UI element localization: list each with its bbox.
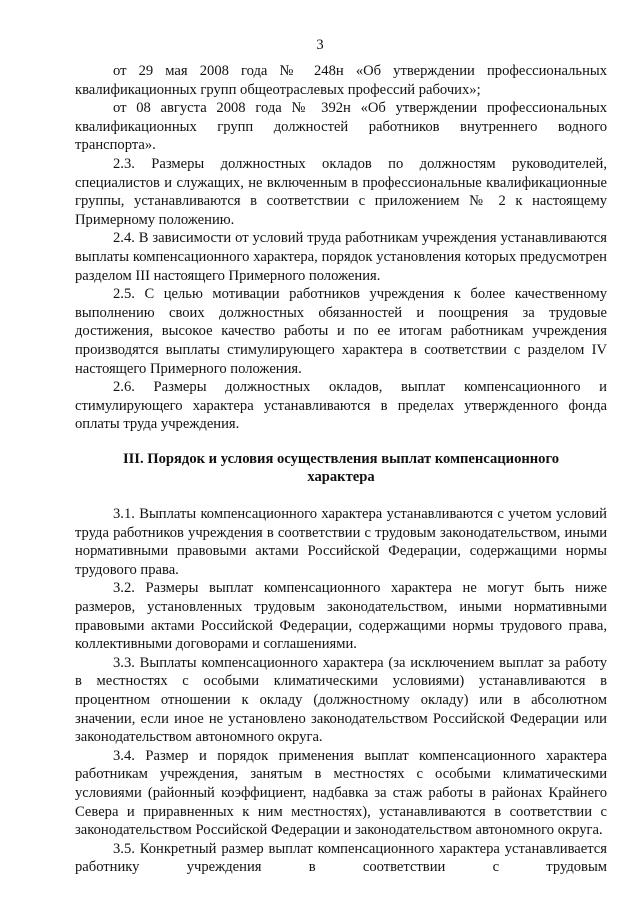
paragraph-2-4: 2.4. В зависимости от условий труда работникам учреждения устанавливаются выплаты компенсационного характера, порядок установления которых предусмотрен разделом III настоящего Примерного положения. <box>75 230 607 284</box>
paragraph-3-2: 3.2. Размеры выплат компенсационного характера не могут быть ниже размеров, установленных трудовым законодательством, иными нормативными правовыми актами Российской Федерации, содержащими нормы трудового права, коллективными договорами и соглашениями. <box>75 580 607 653</box>
page-number: 3 <box>316 37 324 53</box>
paragraph-2-3: 2.3. Размеры должностных окладов по должностям руководителей, специалистов и служащих, не включенным в профессиональные квалификационные группы, устанавливаются в соответствии с приложением № 2 к настоящему Примерному положению. <box>75 155 607 228</box>
paragraph-order-392n: от 08 августа 2008 года № 392н «Об утверждении профессиональных квалификационных групп должностей работников внутреннего водного транспорта». <box>75 100 607 154</box>
paragraph-3-1: 3.1. Выплаты компенсационного характера устанавливаются с учетом условий труда работников учреждения в соответствии с трудовым законодательством, иными нормативными правовыми актами Российской Федерации, содержащими нормы трудового права. <box>75 506 607 578</box>
document-body <box>75 62 607 877</box>
paragraph-3-4: 3.4. Размер и порядок применения выплат компенсационного характера работникам учреждения, занятым в местностях с особыми климатическими условиями (районный коэффициент, надбавка за стаж работы в районах Крайнего Севера и приравненных к ним местностях), устанавливаются в соответствии с законодательством Российской Федерации и законодательством автономного округа. <box>75 747 607 839</box>
paragraph-3-5: 3.5. Конкретный размер выплат компенсационного характера устанавливается работнику учреждения в соответствии с трудовым <box>75 840 607 876</box>
paragraph-2-5: 2.5. С целью мотивации работников учреждения к более качественному выполнению своих должностных обязанностей и поощрения за трудовые достижения, высокое качество работы и по ее итогам работникам учреждения производятся выплаты стимулирующего характера в соответствии с разделом IV настоящего Примерного положения. <box>75 286 607 377</box>
paragraph-2-6: 2.6. Размеры должностных окладов, выплат компенсационного и стимулирующего характера устанавливаются в пределах утвержденного фонда оплаты труда учреждения. <box>75 379 607 433</box>
paragraph-order-248n: от 29 мая 2008 года № 248н «Об утверждении профессиональных квалификационных групп общеотраслевых профессий рабочих»; <box>75 63 607 98</box>
section-heading: III. Порядок и условия осуществления выплат компенсационного характера <box>122 450 560 486</box>
paragraph-3-3: 3.3. Выплаты компенсационного характера (за исключением выплат за работу в местностях с особыми климатическими условиями) устанавливаются в процентном отношении к окладу (должностному окладу) или в абсолютном значении, если иное не установлено законодательством Российской Федерации или законодательством автономного округа. <box>75 654 607 746</box>
